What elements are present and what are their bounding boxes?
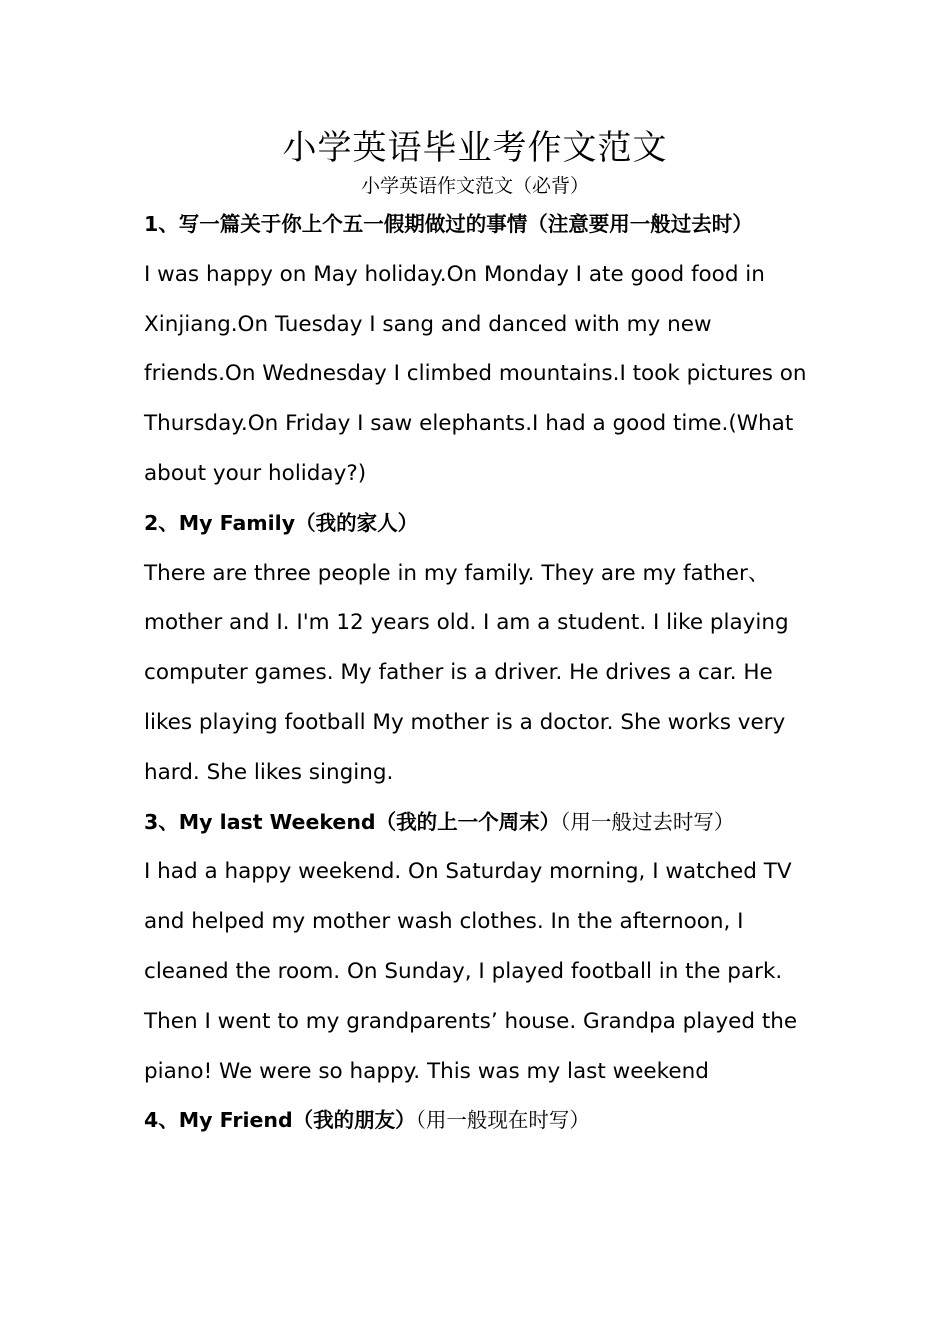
essay-line: and helped my mother wash clothes. In the afternoon, I [144,909,744,935]
essay-line: piano! We were so happy. This was my last weekend [144,1058,709,1084]
section-heading [144,200,814,250]
essay-line: about your holiday?) [144,460,367,486]
essay-line: There are three people in my family. They are my father、 [144,560,770,586]
section-heading-note: （用一般现在时写） [415,1108,590,1133]
section-heading-text: 4、My Friend（我的朋友） [144,1108,416,1133]
section-heading-note: （用一般过去时写） [560,809,735,834]
essay-line: Thursday.On Friday I saw elephants.I had a good time.(What [144,411,794,437]
essay-line: hard. She likes singing. [144,759,394,785]
essay-line: I was happy on May holiday.On Monday I ate good food in [144,261,765,287]
section-heading [144,1096,814,1146]
essay-line: I had a happy weekend. On Saturday morning, I watched TV [144,859,792,885]
essay-line: Xinjiang.On Tuesday I sang and danced with my new [144,311,712,337]
document-title: 小学英语毕业考作文范文 [282,128,668,168]
section-heading-text: 2、My Family（我的家人） [144,510,419,535]
section-heading-text: 1、写一篇关于你上个五一假期做过的事情（注意要用一般过去时） [144,212,753,236]
document-body [144,200,814,1146]
essay-line: friends.On Wednesday I climbed mountains.I took pictures on [144,361,807,387]
essay-line: computer games. My father is a driver. He drives a car. He [144,660,773,686]
essay-line: mother and I. I'm 12 years old. I am a student. I like playing [144,610,789,636]
section-heading [144,798,814,848]
essay-line: Then I went to my grandparents’ house. Grandpa played the [144,1008,798,1034]
essay-line: cleaned the room. On Sunday, I played football in the park. [144,958,783,984]
document-subtitle: 小学英语作文范文（必背） [360,175,589,197]
essay-line: likes playing football My mother is a doctor. She works very [144,709,786,735]
section-heading [144,499,814,549]
section-heading-text: 3、My last Weekend（我的上一个周末） [144,809,561,834]
